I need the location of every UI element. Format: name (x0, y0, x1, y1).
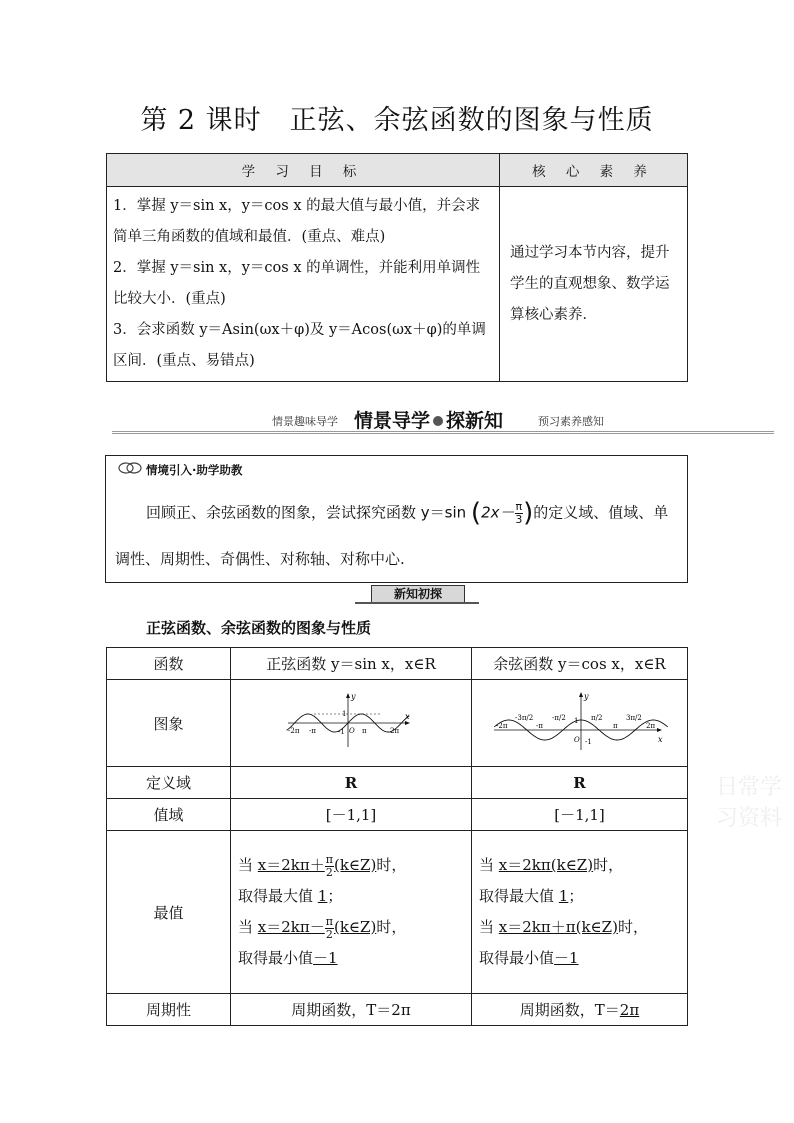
cos-semicolon: ； (568, 887, 584, 905)
sin-min-at: 时， (376, 918, 407, 936)
sin-domain: R (231, 767, 472, 799)
cos-graph (488, 690, 672, 752)
cos-tick-negpi: -π (535, 722, 543, 730)
goal-2: 2．掌握 y＝sin x，y＝cos x 的单调性，并能利用单调性比较大小．(重点) (113, 260, 481, 307)
banner-big (354, 406, 503, 433)
cos-y-label: y (583, 692, 589, 701)
cos-tick-negpi2: -π/2 (551, 714, 566, 722)
sin-min-cond (257, 914, 377, 941)
sin-semicolon: ； (327, 887, 343, 905)
cos-tick-3pi2: 3π/2 (625, 714, 642, 722)
cos-tick-pi2: π/2 (590, 714, 602, 722)
intro-fraction (515, 501, 524, 526)
sin-max-cond (257, 852, 377, 879)
cos-max-at: 时， (593, 856, 624, 874)
goals-list (107, 187, 500, 382)
sin-min-line (238, 943, 470, 974)
cos-tick-neg2pi: -2π (495, 722, 507, 730)
new-knowledge-underline (355, 602, 479, 604)
cos-when: 当 (479, 856, 495, 874)
intro-heading: 情境引入·助学助教 (146, 463, 243, 477)
cos-period-val: 2π (619, 1001, 640, 1019)
cos-period (472, 994, 688, 1026)
header-sin: 正弦函数 y＝sin x，x∈R (231, 648, 472, 680)
paren-open: ( (470, 498, 482, 528)
frac-num: π (515, 499, 523, 513)
cos-min-text: 取得最小值 (479, 949, 555, 967)
sin-min-val: －1 (313, 949, 338, 967)
sin-min-frac-den: 2 (325, 927, 333, 941)
banner-big-left: 情景导学 (354, 410, 431, 432)
cos-domain: R (472, 767, 688, 799)
cos-x-label: x (657, 735, 663, 744)
cos-tick-2pi: 2π (645, 722, 655, 730)
sin-max-cond-b: (k∈Z) (333, 856, 377, 874)
row-label-period: 周期性 (107, 994, 231, 1026)
intro-text-before: 回顾正、余弦函数的图象，尝试探究函数 y＝sin (146, 503, 467, 522)
new-knowledge-label: 新知初探 (371, 585, 465, 604)
cos-extreme (472, 831, 688, 994)
sin-max-val: 1 (317, 887, 328, 905)
sin-range: [－1,1] (231, 799, 472, 831)
section-banner (106, 408, 774, 434)
cos-min-val: －1 (554, 949, 579, 967)
intro-box (105, 455, 688, 583)
cos-max-cond: x＝2kπ(k∈Z) (498, 856, 594, 874)
row-label-extreme: 最值 (107, 831, 231, 994)
row-label-range: 值域 (107, 799, 231, 831)
sin-one-label: 1 (342, 710, 347, 718)
sin-tick-pi: π (362, 727, 367, 735)
cos-origin-label: O (573, 736, 580, 744)
sin-when: 当 (238, 856, 254, 874)
sin-max-text: 取得最大值 (238, 887, 314, 905)
handshake-icon (118, 461, 142, 475)
banner-right-small: 预习素养感知 (538, 415, 604, 428)
cos-max-text: 取得最大值 (479, 887, 555, 905)
cos-range: [－1,1] (472, 799, 688, 831)
sin-origin-label: O (349, 727, 355, 735)
header-cos: 余弦函数 y＝cos x，x∈R (472, 648, 688, 680)
sin-y-label: y (351, 692, 356, 701)
cos-tick-neg3pi2: -3π/2 (514, 714, 533, 722)
header-function: 函数 (107, 648, 231, 680)
banner-circle-icon (433, 416, 443, 426)
sin-max-frac (325, 854, 334, 879)
frac-den: 3 (515, 512, 523, 526)
sin-graph-cell (231, 680, 472, 767)
sin-max-frac-num: π (325, 852, 333, 866)
sin-extreme (231, 831, 472, 994)
page-title: 第 2 课时 正弦、余弦函数的图象与性质 (140, 105, 654, 136)
watermark: 日常学习资料 (716, 775, 783, 831)
cos-graph-cell (472, 680, 688, 767)
banner-big-right: 探新知 (446, 410, 504, 432)
sin-min-cond-a: x＝2kπ－ (257, 918, 325, 936)
sin-tick-negpi: -π (309, 727, 316, 735)
cos-when-2: 当 (479, 918, 495, 936)
goal-3: 3．会求函数 y＝Asin(ωx＋φ)及 y＝Acos(ωx＋φ)的单调区间．(重点、易错点) (113, 322, 486, 369)
row-label-graph: 图象 (107, 680, 231, 767)
sin-min-frac (325, 916, 334, 941)
literacy-header: 核 心 素 养 (500, 154, 688, 187)
cos-neg-one-label: -1 (584, 738, 592, 746)
sin-x-label: x (405, 712, 410, 721)
cos-min-cond: x＝2kπ＋π(k∈Z) (498, 918, 618, 936)
cos-min-at: 时， (617, 918, 648, 936)
cos-tick-pi: π (612, 722, 618, 730)
sin-max-frac-den: 2 (325, 865, 333, 879)
sin-min-cond-line (238, 912, 470, 943)
section-title: 正弦函数、余弦函数的图象与性质 (146, 619, 372, 637)
intro-text-after: 的定义域、值域、单 (533, 503, 669, 522)
sin-max-cond-a: x＝2kπ＋ (257, 856, 325, 874)
sin-max-cond-line (238, 850, 470, 881)
intro-line-1 (146, 498, 668, 528)
cos-period-prefix: 周期函数，T＝ (519, 1001, 620, 1019)
sin-min-text: 取得最小值 (238, 949, 314, 967)
properties-table (106, 647, 688, 1026)
learning-goals-table (106, 153, 688, 382)
cos-max-line (479, 881, 686, 912)
sin-when-2: 当 (238, 918, 254, 936)
cos-one-label: 1 (573, 717, 578, 725)
cos-max-val: 1 (558, 887, 569, 905)
sin-graph (284, 691, 418, 751)
cos-max-cond-line (479, 850, 686, 881)
intro-line-2: 调性、周期性、奇偶性、对称轴、对称中心. (115, 550, 405, 568)
intro-expr: 2x－ (481, 503, 515, 522)
sin-period: 周期函数，T＝2π (231, 994, 472, 1026)
banner-divider (112, 431, 774, 434)
sin-min-cond-b: (k∈Z) (333, 918, 377, 936)
sin-neg-one-label: -1 (338, 728, 345, 736)
sin-min-frac-num: π (325, 914, 333, 928)
row-label-domain: 定义域 (107, 767, 231, 799)
cos-min-cond-line (479, 912, 686, 943)
goals-header: 学 习 目 标 (107, 154, 500, 187)
goal-1: 1．掌握 y＝sin x，y＝cos x 的最大值与最小值，并会求简单三角函数的值域和最值．(重点、难点) (113, 198, 481, 245)
sin-max-at: 时， (376, 856, 407, 874)
sin-tick-2pi: 2π (390, 727, 400, 735)
cos-min-line (479, 943, 686, 974)
sin-max-line (238, 881, 470, 912)
literacy-text: 通过学习本节内容，提升学生的直观想象、数学运算核心素养． (500, 187, 688, 382)
banner-left-small: 情景趣味导学 (272, 415, 338, 428)
sin-tick-neg2pi: -2π (288, 727, 300, 735)
paren-close: ) (523, 498, 534, 528)
